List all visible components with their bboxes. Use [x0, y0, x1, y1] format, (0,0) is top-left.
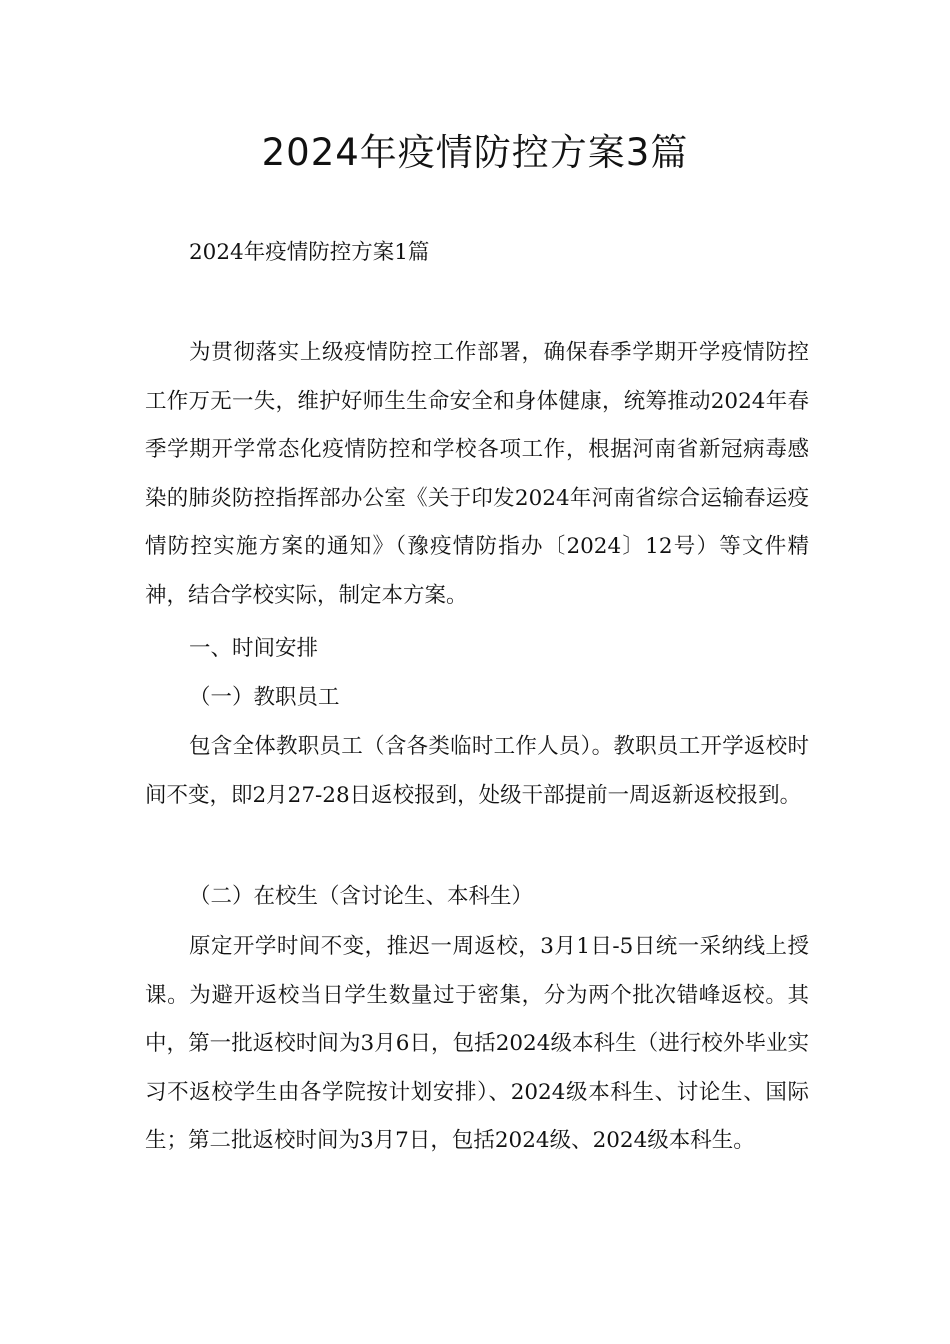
document-title: 2024年疫情防控方案3篇 [261, 131, 689, 174]
subheading-staff: （一）教职员工 [189, 685, 340, 710]
paragraph-intro: 为贯彻落实上级疫情防控工作部署，确保春季学期开学疫情防控工作万无一失，维护好师生生命安全和身体健康，统筹推动2024年春季学期开学常态化疫情防控和学校各项工作，根据河南省新冠病毒感染的肺炎防控指挥部办公室《关于印发2024年河南省综合运输春运疫情防控实施方案的通知》（豫疫情防指办〔2024〕12号）等文件精神，结合学校实际，制定本方案。 [145, 340, 809, 608]
subheading-students: （二）在校生（含讨论生、本科生） [189, 884, 534, 909]
document-subtitle: 2024年疫情防控方案1篇 [189, 240, 430, 265]
paragraph-staff: 包含全体教职员工（含各类临时工作人员）。教职员工开学返校时间不变，即2月27-28日返校报到，处级干部提前一周返新返校报到。 [145, 734, 809, 808]
paragraph-students: 原定开学时间不变，推迟一周返校，3月1日-5日统一采纳线上授课。为避开返校当日学生数量过于密集，分为两个批次错峰返校。其中，第一批返校时间为3月6日，包括2024级本科生（进行校外毕业实习不返校学生由各学院按计划安排）、2024级本科生、讨论生、国际生；第二批返校时间为3月7日，包括2024级、2024级本科生。 [145, 934, 809, 1153]
heading-time-arrangement: 一、时间安排 [189, 636, 319, 661]
